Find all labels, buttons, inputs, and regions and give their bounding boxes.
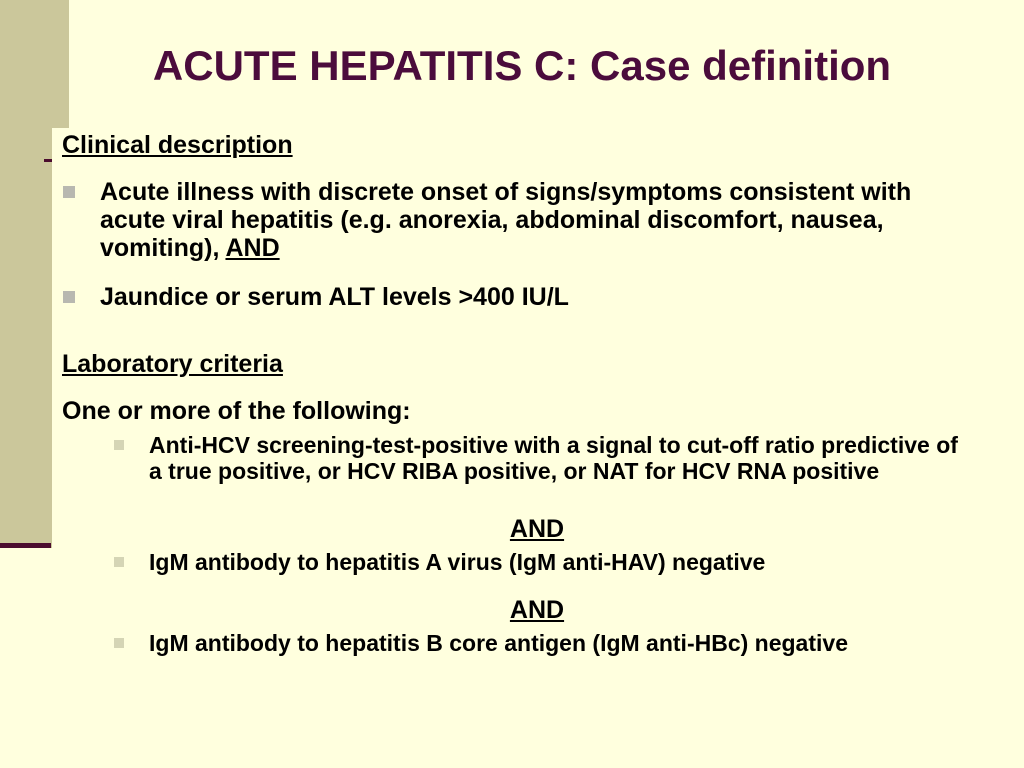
and-connector-1: AND [509,515,565,543]
laboratory-criteria-heading: Laboratory criteria [62,350,283,378]
lab-bullet-1 [114,432,974,484]
lab-bullet-2-text: IgM antibody to hepatitis A virus (IgM anti-HAV) negative [149,549,766,575]
lab-bullet-1-text: Anti-HCV screening-test-positive with a signal to cut-off ratio predictive of a true positive, or HCV RIBA positive, or NAT for HCV RNA positive [149,432,958,484]
clinical-bullet-2-text: Jaundice or serum ALT levels >400 IU/L [100,283,569,311]
lab-bullet-2 [114,549,974,575]
square-bullet-icon [63,291,75,303]
clinical-bullet-1-and: AND [225,234,280,262]
square-bullet-icon [114,557,124,567]
clinical-bullet-2 [62,283,982,311]
and-connector-2: AND [509,596,565,624]
square-bullet-icon [114,638,124,648]
decorative-accent-tick [44,159,52,162]
lab-bullet-3 [114,630,974,656]
clinical-bullet-1-text: Acute illness with discrete onset of signs/symptoms consistent with acute viral hepatitis (e.g. anorexia, abdominal discomfort, nausea, vomiting), [100,178,912,262]
clinical-description-heading: Clinical description [62,131,293,159]
square-bullet-icon [114,440,124,450]
lab-bullet-3-text: IgM antibody to hepatitis B core antigen (IgM anti-HBc) negative [149,630,848,656]
slide-title: ACUTE HEPATITIS C: Case definition [152,42,892,89]
clinical-bullet-1 [62,178,982,262]
laboratory-intro: One or more of the following: [62,397,411,425]
square-bullet-icon [63,186,75,198]
